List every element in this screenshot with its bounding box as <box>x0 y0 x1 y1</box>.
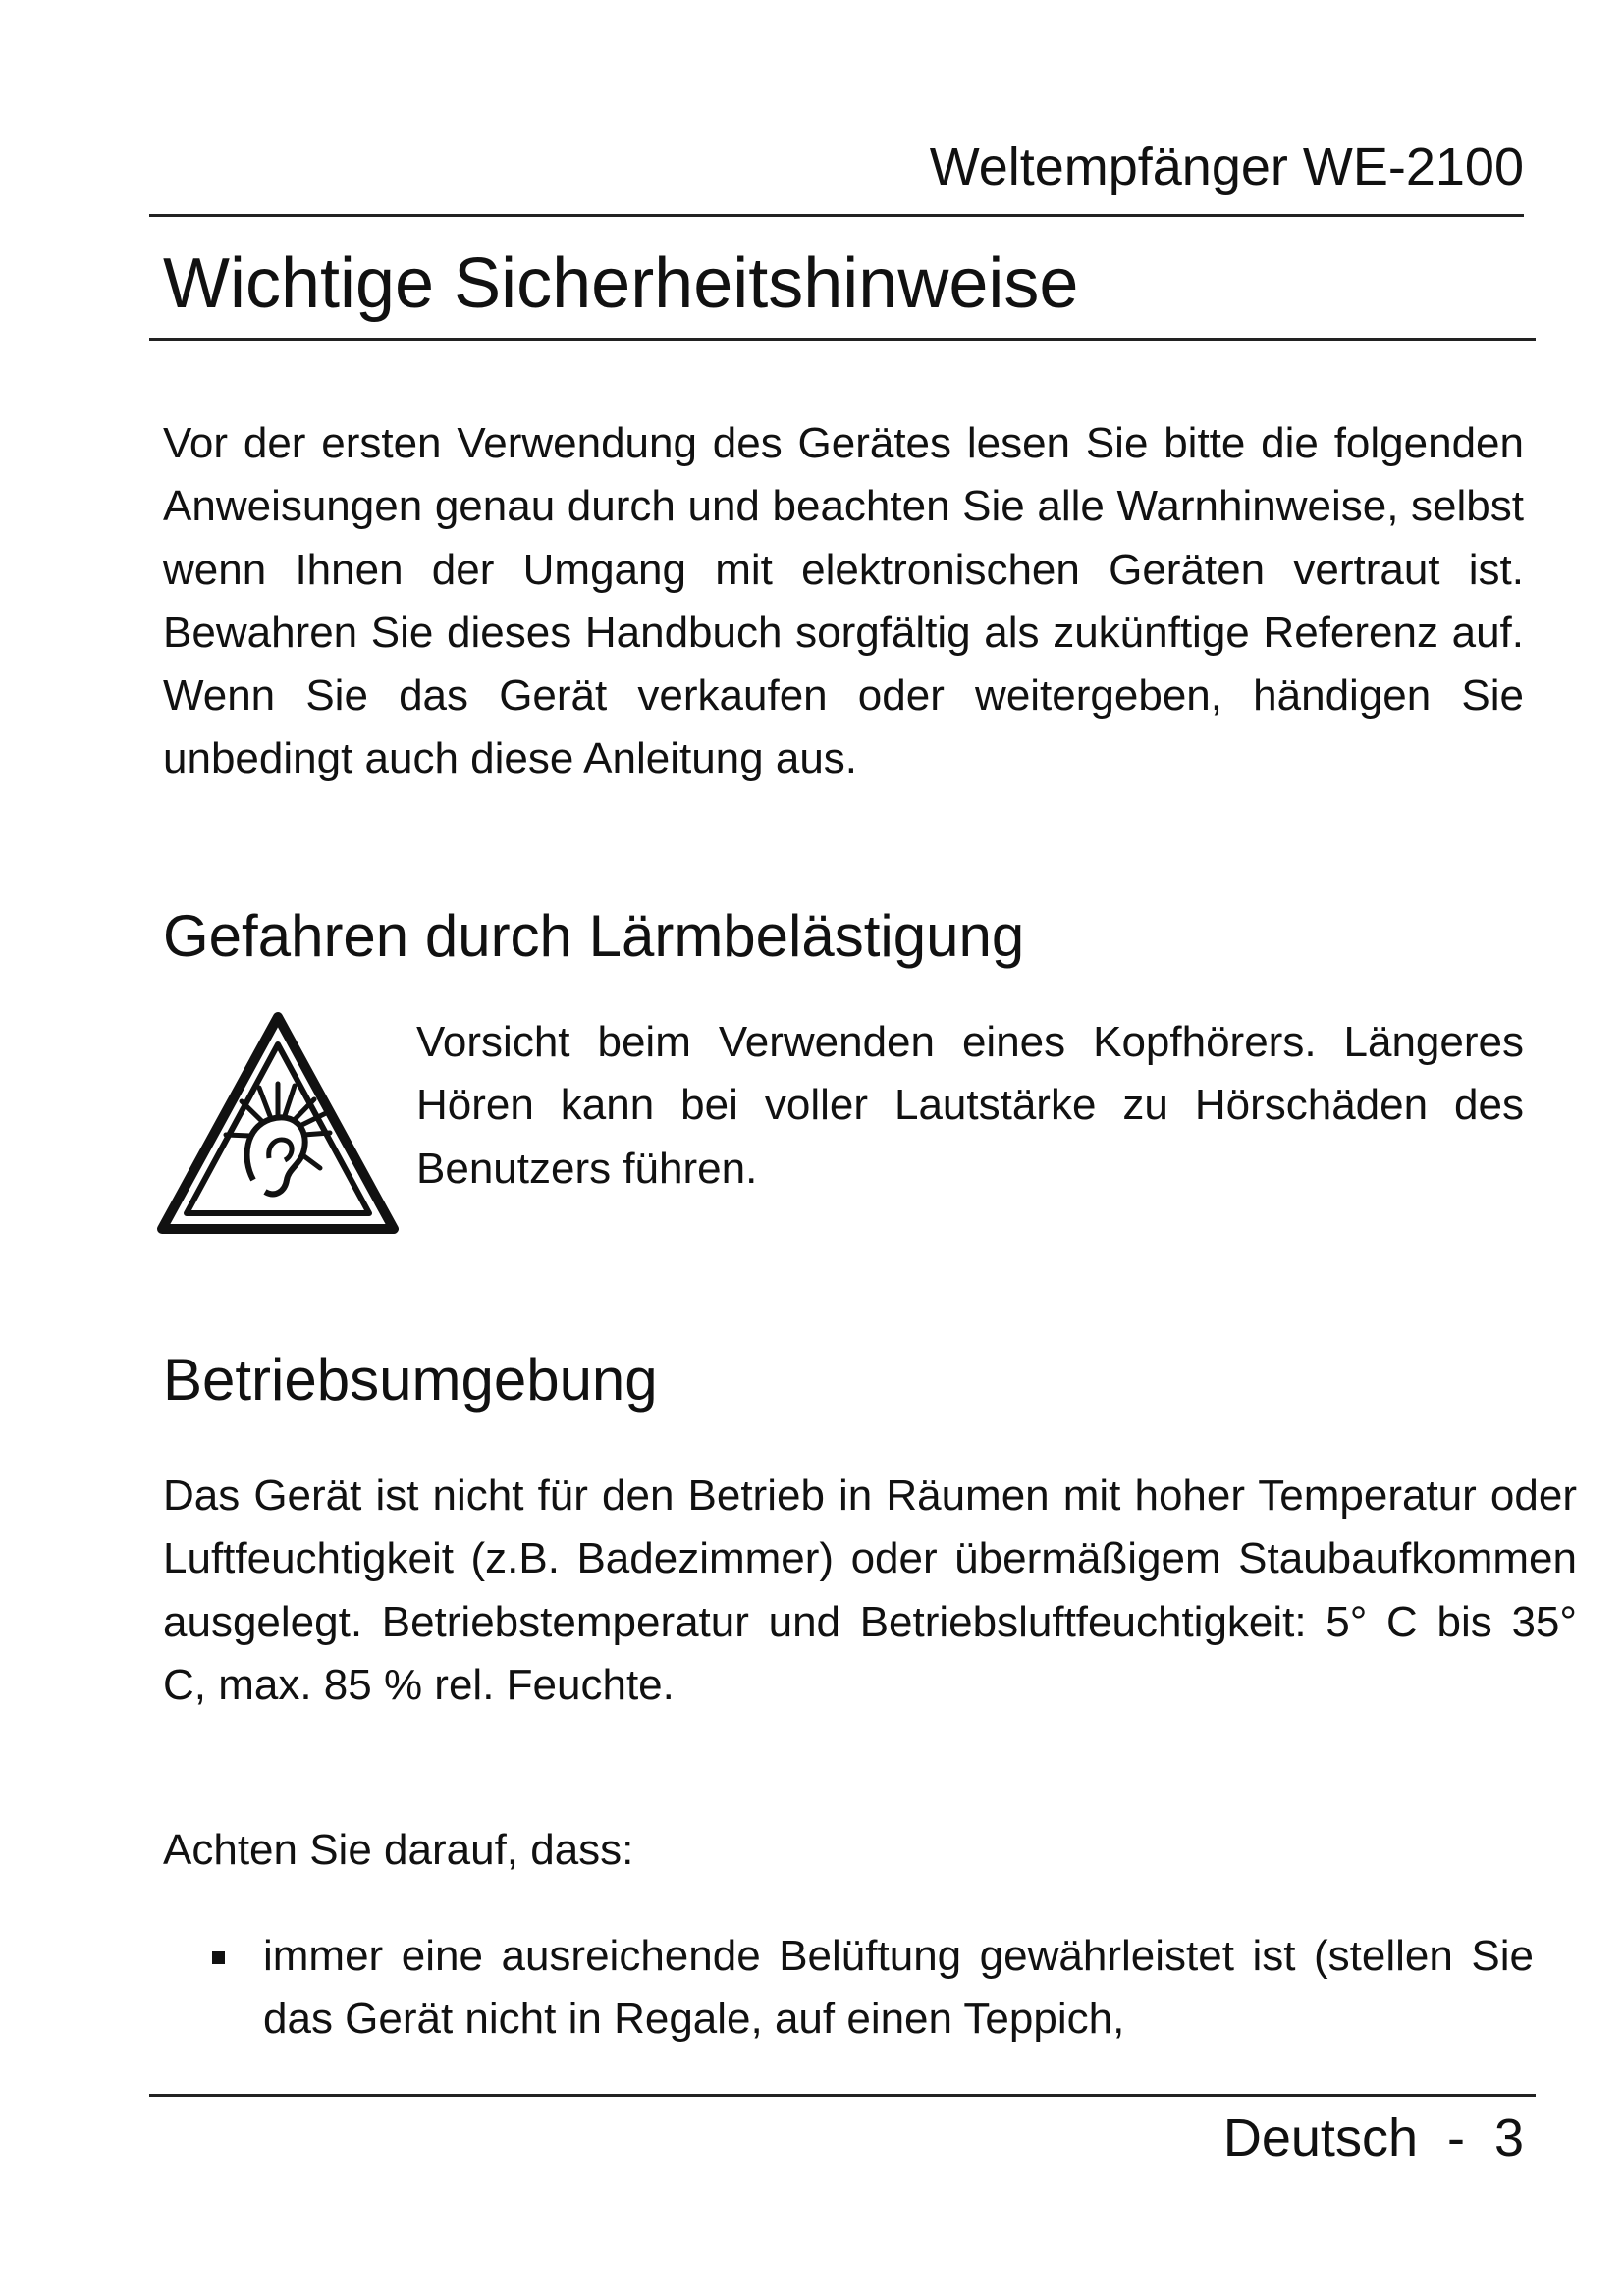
lead-in-text: Achten Sie darauf, dass: <box>163 1826 634 1874</box>
square-bullet-icon <box>212 1951 225 1964</box>
section-title-noise: Gefahren durch Lärmbelästigung <box>163 903 1025 969</box>
title-divider <box>149 338 1536 341</box>
hearing-damage-warning-icon <box>157 1011 399 1235</box>
list-item <box>212 1925 1534 2051</box>
list-item-text: immer eine ausreichende Belüftung gewährleistet ist (stellen Sie das Gerät nicht in Regale, auf einen Teppich, <box>263 1932 1534 2043</box>
intro-paragraph: Vor der ersten Verwendung des Gerätes lesen Sie bitte die folgenden Anweisungen genau durch und beachten Sie alle Warnhinweise, selbst wenn Ihnen der Umgang mit elektronischen Geräten vertraut ist. Bewahren Sie dieses Handbuch sorgfältig als zukünftige Referenz auf. Wenn Sie das Gerät verkaufen oder weitergeben, händigen Sie unbedingt auch diese Anleitung aus. <box>163 419 1524 783</box>
section-title-environment: Betriebsumgebung <box>163 1347 658 1413</box>
document-header-title: Weltempfänger WE-2100 <box>929 137 1524 196</box>
bullet-list <box>212 1925 1534 2051</box>
environment-paragraph: Das Gerät ist nicht für den Betrieb in Räumen mit hoher Temperatur oder Luftfeuchtigkeit (z.B. Badezimmer) oder übermäßigem Staubaufkommen ausgelegt. Betriebstemperatur und Betriebsluftfeuchtigkeit: 5° C bis 35° C, max. 85 % rel. Feuchte. <box>163 1471 1577 1709</box>
header-divider <box>149 214 1524 217</box>
page-title: Wichtige Sicherheitshinweise <box>163 244 1079 323</box>
page-footer: Deutsch - 3 <box>1222 2109 1524 2167</box>
noise-warning-paragraph: Vorsicht beim Verwenden eines Kopfhörers. Längeres Hören kann bei voller Lautstärke zu Hörschäden des Benutzers führen. <box>416 1018 1524 1193</box>
footer-divider <box>149 2094 1536 2097</box>
